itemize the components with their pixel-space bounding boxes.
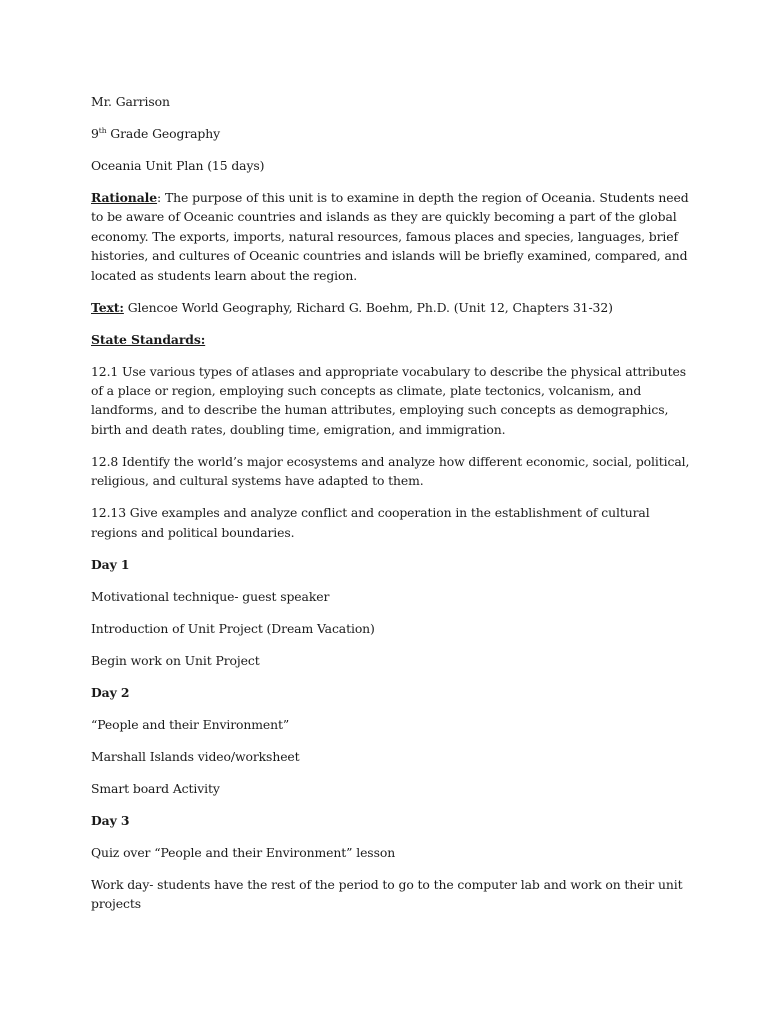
text-reference — [91, 298, 691, 317]
day-1-heading: Day 1 — [91, 556, 130, 572]
rationale-paragraph — [91, 188, 691, 285]
day-2-item: Marshall Islands video/worksheet — [91, 748, 300, 764]
standards-heading: State Standards: — [91, 331, 206, 347]
rationale-label: Rationale — [91, 190, 158, 205]
grade-course: Grade Geography — [106, 126, 221, 141]
standard-12-8: 12.8 Identify the world’s major ecosystems and analyze how different economic, social, political, religious, and cultural systems have adapted to them. — [91, 453, 690, 489]
standard-12-13: 12.13 Give examples and analyze conflict and cooperation in the establishment of cultural regions and political boundaries. — [91, 505, 650, 540]
day-1-item: Introduction of Unit Project (Dream Vacation) — [91, 620, 375, 636]
day-2-item: Smart board Activity — [91, 780, 220, 796]
standard-12-1: 12.1 Use various types of atlases and appropriate vocabulary to describe the physical attributes of a place or region, employing such concepts as climate, plate tectonics, volcanism, and landforms, and to describe the human attributes, employing such concepts as demographics, birth and death rates, doubling time, emigration, and immigration. — [91, 363, 687, 437]
day-1-item: Begin work on Unit Project — [91, 652, 260, 668]
grade-superscript: th — [98, 125, 107, 135]
text-citation: Glencoe World Geography, Richard G. Boehm, Ph.D. (Unit 12, Chapters 31-32) — [123, 299, 613, 315]
unit-title: Oceania Unit Plan (15 days) — [91, 158, 265, 173]
rationale-text: : The purpose of this unit is to examine in depth the region of Oceania. Students need to be aware of Oceanic countries and islands as they are quickly becoming a part of the global economy. The exports, imports, natural resources, famous places and species, languages, brief histories, and cultures of Oceanic countries and islands will be briefly examined, compared, and located as students learn about the region. — [91, 190, 689, 283]
day-2-heading: Day 2 — [91, 684, 130, 700]
day-1-item: Motivational technique- guest speaker — [91, 588, 330, 604]
document-page — [91, 92, 691, 926]
day-3-item: Work day- students have the rest of the period to go to the computer lab and work on their unit projects — [91, 876, 683, 912]
day-3-heading: Day 3 — [91, 812, 130, 828]
text-label: Text: — [91, 299, 124, 315]
course-title — [91, 124, 691, 143]
day-3-item: Quiz over “People and their Environment” lesson — [91, 844, 396, 860]
teacher-name: Mr. Garrison — [91, 94, 170, 109]
grade-number: 9 — [91, 126, 99, 141]
day-2-item: “People and their Environment” — [91, 716, 290, 732]
